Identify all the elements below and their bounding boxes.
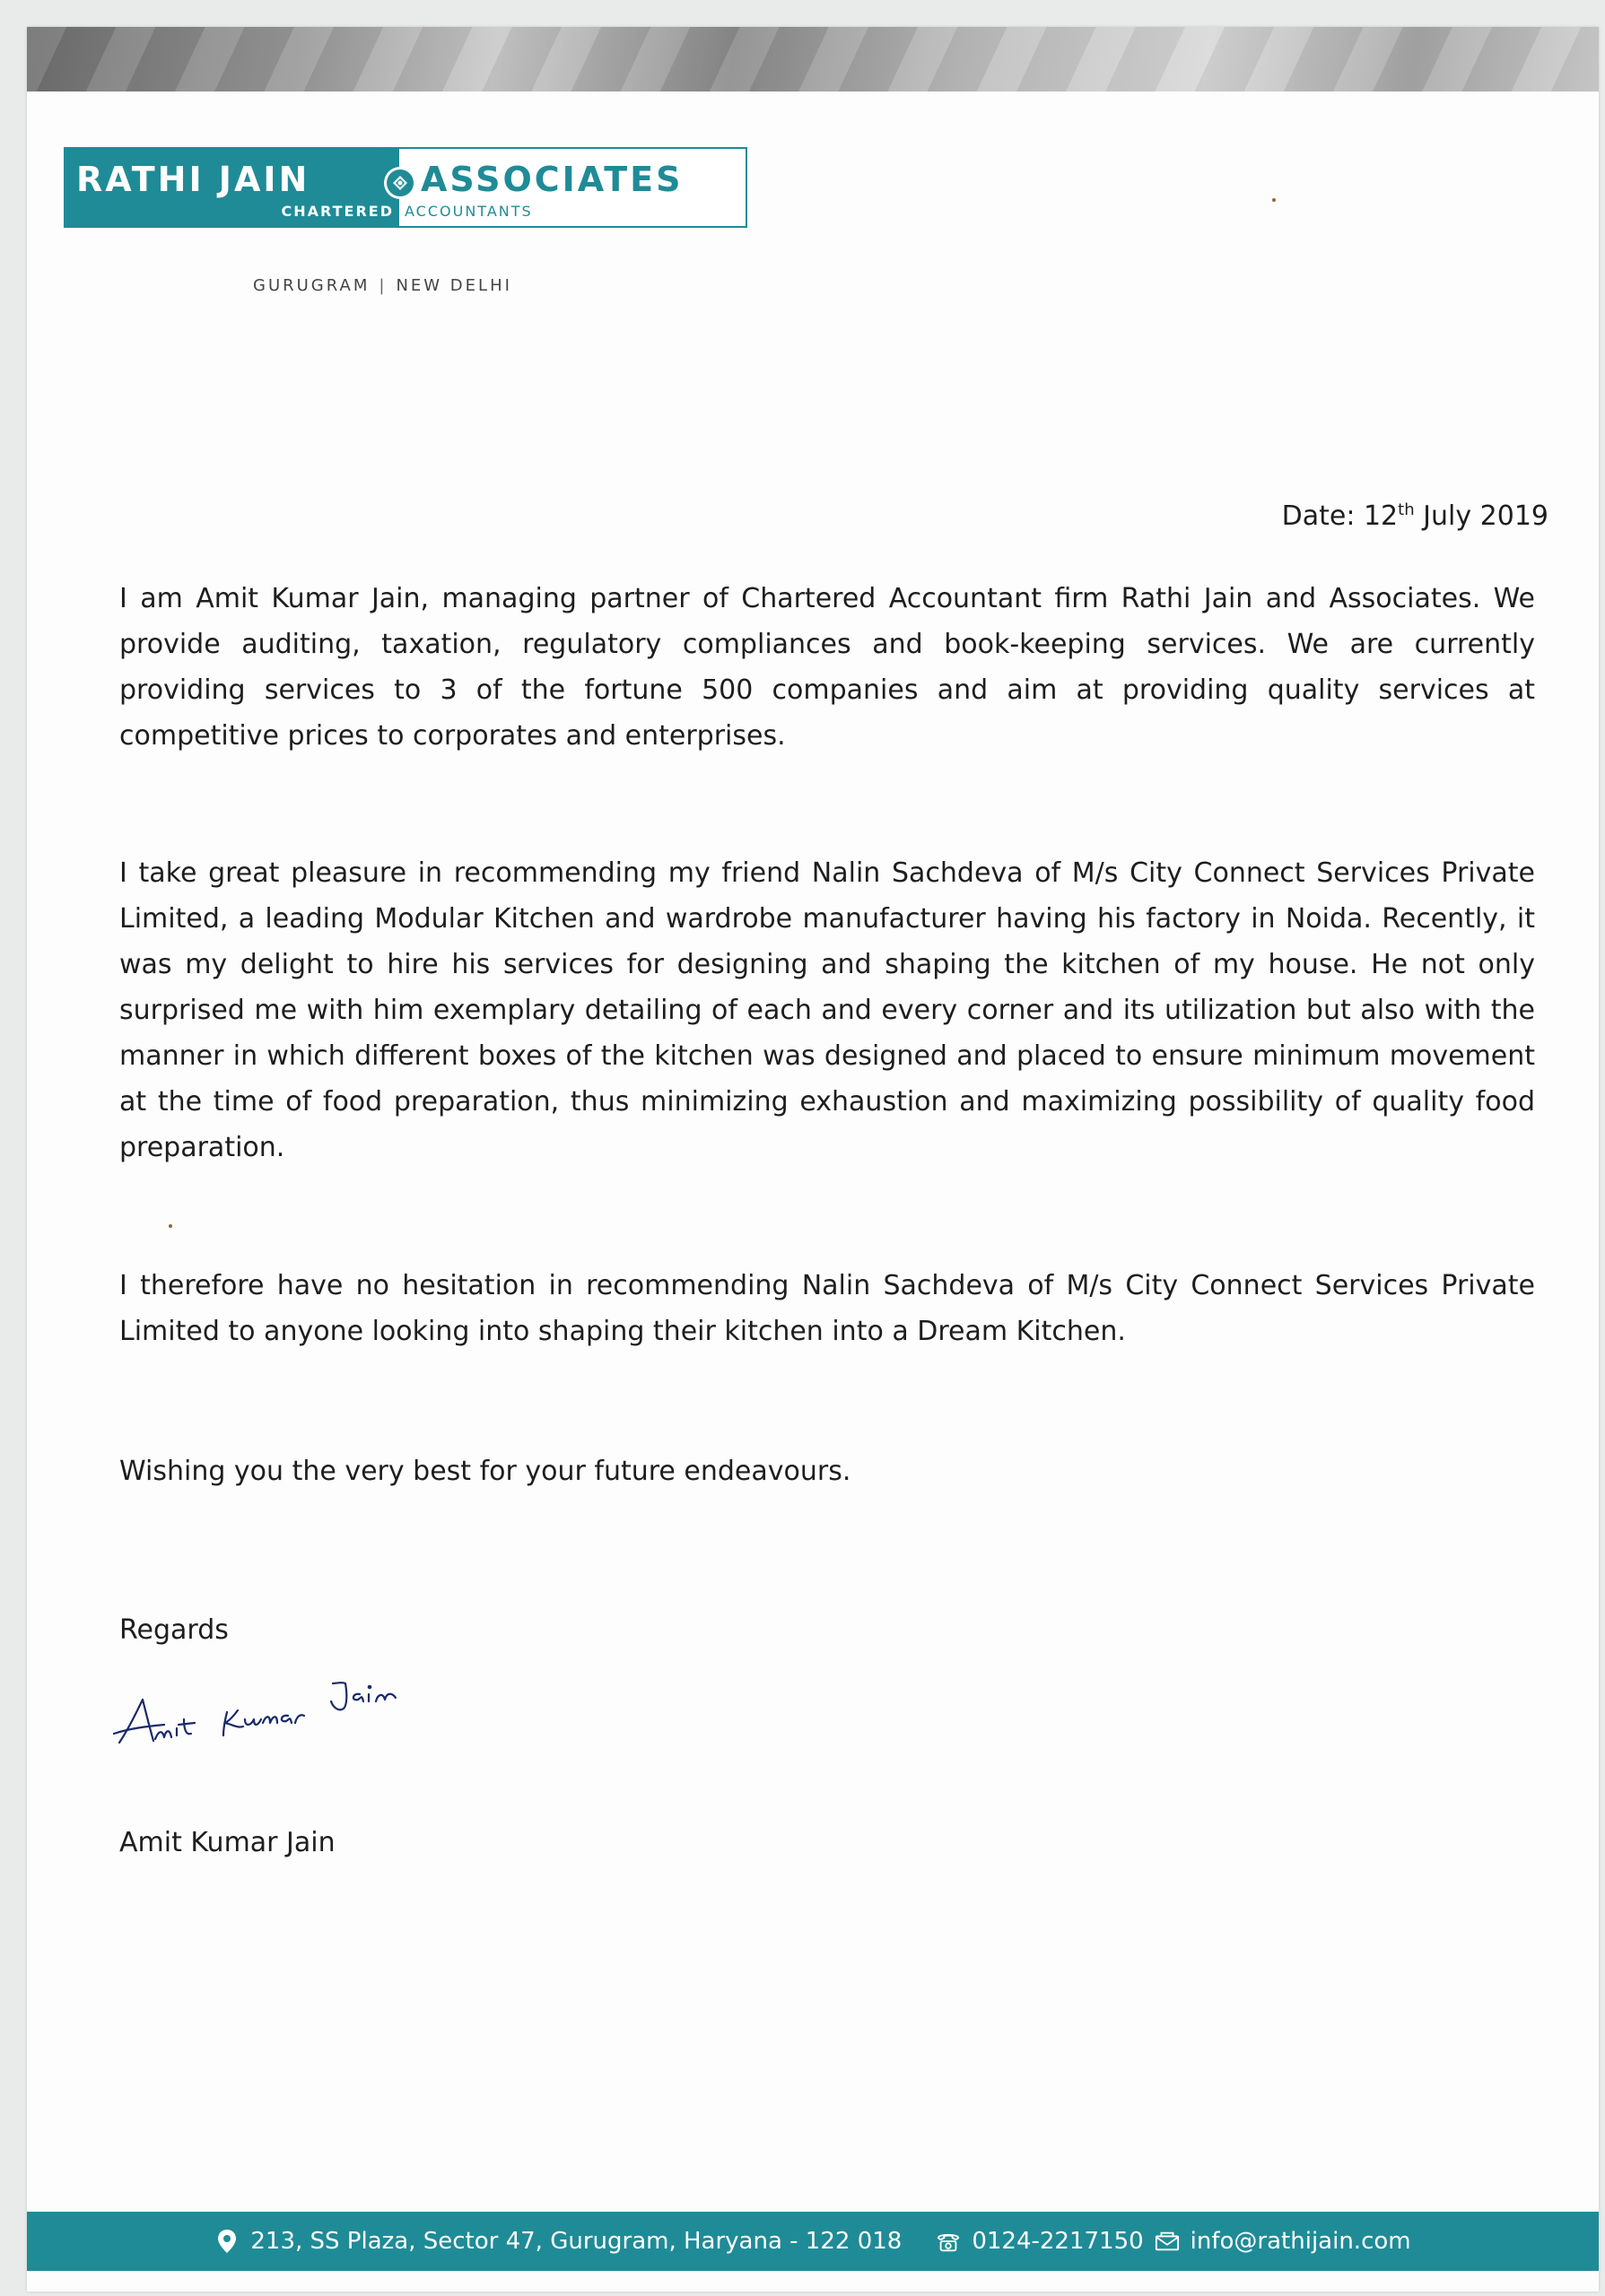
date-label: Date: 12 [1281,500,1399,532]
ampersand-emblem-icon [382,165,418,201]
header-band [27,27,1599,91]
logo-firm-name-right: ASSOCIATES [421,160,684,199]
letter-page [27,27,1599,2292]
logo-right-block [399,149,746,226]
closing-regards: Regards [119,1614,229,1646]
telephone-icon [936,2229,961,2254]
firm-logo [64,147,747,228]
location-new-delhi: NEW DELHI [396,276,512,295]
location-pin-icon [214,2229,240,2254]
date-ordinal-suffix: th [1398,500,1415,519]
paragraph-introduction: I am Amit Kumar Jain, managing partner of Chartered Accountant firm Rathi Jain and Associates. We provide auditing, taxation, regulatory compliances and book-keeping services. We are currently providing services to 3 of the fortune 500 companies and aim at providing quality services at competitive prices to corporates and enterprises. [119,583,1535,752]
paper-speck [1272,198,1276,202]
footer-address: 213, SS Plaza, Sector 47, Gurugram, Haryana - 122 018 [250,2228,903,2255]
footer-email[interactable]: info@rathijain.com [1190,2228,1411,2255]
logo-firm-name-left: RATHI JAIN [76,160,310,199]
office-locations [253,276,512,295]
paragraph-wishes: Wishing you the very best for your future endeavours. [119,1456,851,1487]
footer-phone: 0124-2217150 [972,2228,1144,2255]
date-month-year: July 2019 [1414,500,1548,532]
letter-date [1282,500,1548,532]
location-divider: | [379,276,388,295]
handwritten-signature [112,1664,435,1762]
envelope-icon [1155,2229,1180,2254]
logo-left-block [65,149,399,226]
logo-tagline-right: ACCOUNTANTS [405,203,533,220]
logo-tagline-left: CHARTERED [281,203,394,220]
paper-speck [169,1224,172,1228]
signer-name: Amit Kumar Jain [119,1827,336,1858]
letterhead-footer [27,2212,1599,2271]
location-gurugram: GURUGRAM [253,276,371,295]
paragraph-conclusion: I therefore have no hesitation in recommending Nalin Sachdeva of M/s City Connect Services Private Limited to anyone looking into shaping their kitchen into a Dream Kitchen. [119,1270,1535,1347]
paragraph-recommendation: I take great pleasure in recommending my friend Nalin Sachdeva of M/s City Connect Services Private Limited, a leading Modular Kitchen and wardrobe manufacturer having his factory in Noida. Recently, it was my delight to hire his services for designing and shaping the kitchen of my house. He not only surprised me with him exemplary detailing of each and every corner and its utilization but also with the manner in which different boxes of the kitchen was designed and placed to ensure minimum movement at the time of food preparation, thus minimizing exhaustion and maximizing possibility of quality food preparation. [119,857,1535,1163]
